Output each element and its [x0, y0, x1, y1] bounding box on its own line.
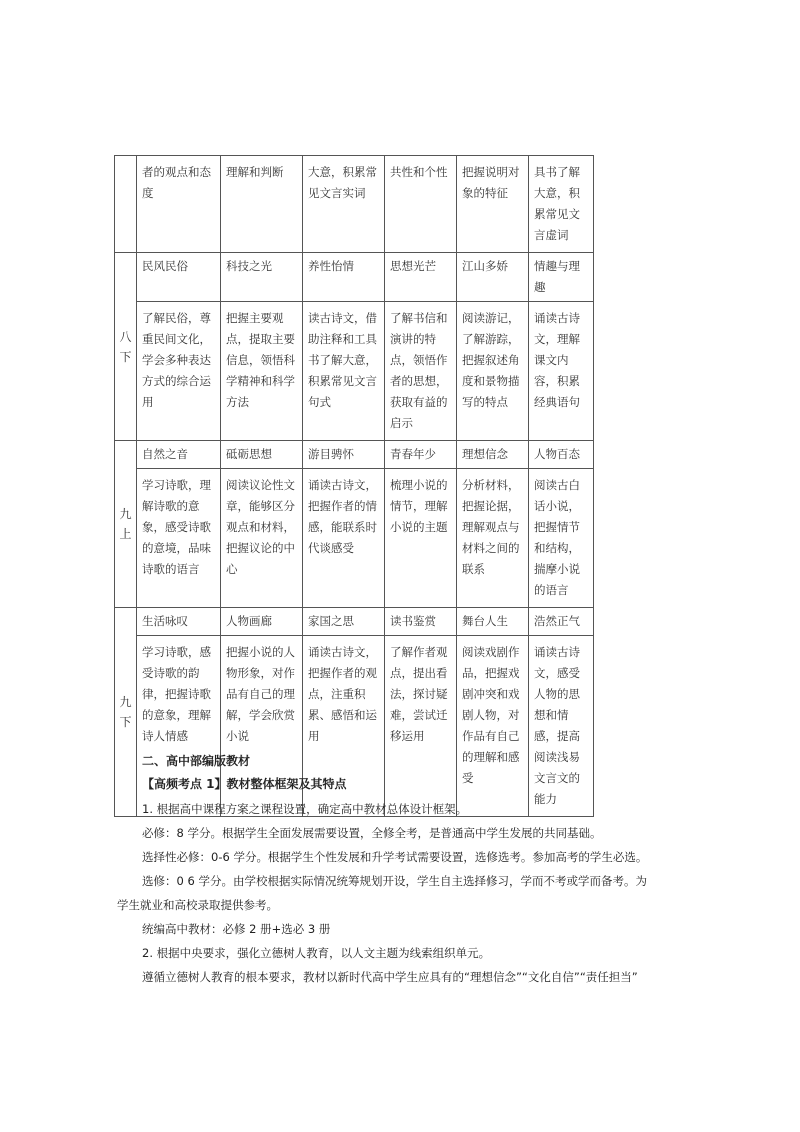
- theme-row: [115, 441, 594, 469]
- theme-cell: 思想光芒: [385, 253, 457, 302]
- grade-char: 下: [119, 349, 132, 364]
- table-cell: 阅读游记，了解游踪，把握叙述角度和景物描写的特点: [457, 302, 529, 441]
- theme-cell: 自然之音: [137, 441, 221, 469]
- table-cell: 把握主要观点，提取主要信息，领悟科学精神和科学方法: [221, 302, 303, 441]
- theme-cell: 人物画廊: [221, 608, 303, 636]
- theme-cell: 舞台人生: [457, 608, 529, 636]
- table-cell: 大意，积累常见文言实词: [303, 156, 385, 253]
- table-cell: 诵读古诗文，把握作者的观点，注重积累、感悟和运用: [303, 636, 385, 817]
- theme-cell: 情趣与理趣: [529, 253, 594, 302]
- grade-cell: [115, 441, 137, 608]
- grade-char: 上: [119, 527, 132, 541]
- theme-cell: 养性怡情: [303, 253, 385, 302]
- key-point-heading: 【高频考点 1】教材整体框架及其特点: [142, 777, 347, 791]
- theme-cell: 理想信念: [457, 441, 529, 469]
- theme-row: [115, 608, 594, 636]
- body-line: 统编高中教材：必修 2 册+选必 3 册: [142, 922, 331, 936]
- table-cell: 共性和个性: [385, 156, 457, 253]
- grade-cell: [115, 156, 137, 253]
- body-line: 遵循立德树人教育的根本要求，教材以新时代高中学生应具有的“理想信念”“文化自信”“责任担当”: [142, 970, 638, 984]
- table-row: [115, 302, 594, 441]
- theme-row: [115, 253, 594, 302]
- table-cell: 诵读古诗文，理解课文内容，积累经典语句: [529, 302, 594, 441]
- grade-cell: [115, 608, 137, 817]
- table-cell: 读古诗文，借助注释和工具书了解大意，积累常见文言句式: [303, 302, 385, 441]
- theme-cell: 科技之光: [221, 253, 303, 302]
- body-line: 选修：0 6 学分。由学校根据实际情况统筹规划开设，学生自主选择修习，学而不考或学而备考。为: [142, 874, 647, 888]
- theme-cell: 青春年少: [385, 441, 457, 469]
- table-cell: 学习诗歌，理解诗歌的意象，感受诗歌的意境，品味诗歌的语言: [137, 469, 221, 608]
- theme-cell: 读书鉴赏: [385, 608, 457, 636]
- theme-cell: 浩然正气: [529, 608, 594, 636]
- table-cell: 了解作者观点，提出看法，探讨疑难，尝试迁移运用: [385, 636, 457, 817]
- theme-cell: 游目骋怀: [303, 441, 385, 469]
- table-cell: 把握说明对象的特征: [457, 156, 529, 253]
- curriculum-table: [114, 155, 594, 817]
- grade-char: 九: [119, 695, 132, 709]
- table-cell: 阅读议论性文章，能够区分观点和材料，把握议论的中心: [221, 469, 303, 608]
- table-cell: 具书了解大意，积累常见文言虚词: [529, 156, 594, 253]
- table-cell: 诵读古诗文，感受人物的思想和情感，提高阅读浅易文言文的能力: [529, 636, 594, 817]
- table-cell: 分析材料，把握论据，理解观点与材料之间的联系: [457, 469, 529, 608]
- table-cell: 理解和判断: [221, 156, 303, 253]
- table-cell: 阅读古白话小说，把握情节和结构，揣摩小说的语言: [529, 469, 594, 608]
- body-line: 2. 根据中央要求，强化立德树人教育，以人文主题为线索组织单元。: [142, 946, 491, 960]
- body-line: 选择性必修：0-6 学分。根据学生个性发展和升学考试需要设置，选修选考。参加高考的学生必选。: [142, 850, 648, 864]
- table-row: [115, 156, 594, 253]
- table-row: [115, 469, 594, 608]
- section-heading: 二、高中部编版教材: [142, 754, 251, 768]
- table-cell: 梳理小说的情节，理解小说的主题: [385, 469, 457, 608]
- table-cell: 者的观点和态度: [137, 156, 221, 253]
- theme-cell: 家国之思: [303, 608, 385, 636]
- theme-cell: 民风民俗: [137, 253, 221, 302]
- table-cell: 学习诗歌，感受诗歌的韵律，把握诗歌的意象，理解诗人情感: [137, 636, 221, 817]
- theme-cell: 人物百态: [529, 441, 594, 469]
- grade-char: 八: [119, 329, 132, 344]
- grade-cell: [115, 253, 137, 441]
- table-cell: 把握小说的人物形象，对作品有自己的理解，学会欣赏小说: [221, 636, 303, 817]
- table-cell: 了解民俗，尊重民间文化，学会多种表达方式的综合运用: [137, 302, 221, 441]
- body-line: 必修：8 学分。根据学生全面发展需要设置，全修全考，是普通高中学生发展的共同基础。: [142, 826, 602, 840]
- theme-cell: 砥砺思想: [221, 441, 303, 469]
- body-line: 学生就业和高校录取提供参考。: [117, 898, 278, 912]
- theme-cell: 江山多娇: [457, 253, 529, 302]
- theme-cell: 生活咏叹: [137, 608, 221, 636]
- table-cell: 诵读古诗文，把握作者的情感，能联系时代谈感受: [303, 469, 385, 608]
- body-line: 1. 根据高中课程方案之课程设置，确定高中教材总体设计框架。: [142, 802, 468, 816]
- table-cell: 阅读戏剧作品，把握戏剧冲突和戏剧人物，对作品有自己的理解和感受: [457, 636, 529, 817]
- table-cell: 了解书信和演讲的特点，领悟作者的思想，获取有益的启示: [385, 302, 457, 441]
- grade-char: 九: [119, 507, 132, 521]
- grade-char: 下: [119, 715, 132, 729]
